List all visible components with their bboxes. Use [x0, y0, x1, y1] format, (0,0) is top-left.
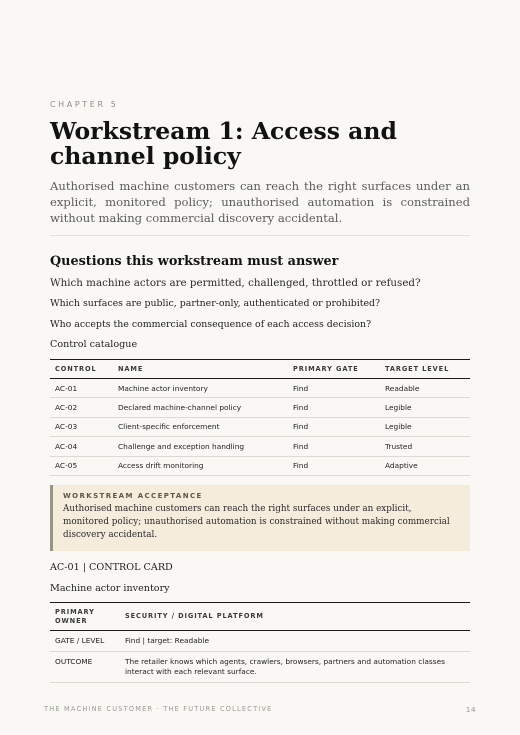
- table-cell: Access drift monitoring: [113, 456, 288, 475]
- table-cell: Find: [288, 379, 380, 398]
- acceptance-callout: [50, 485, 470, 551]
- table-header-row: [50, 603, 470, 631]
- page-number: 14: [465, 705, 476, 714]
- table-cell: AC-04: [50, 437, 113, 456]
- control-card-subtitle: Machine actor inventory: [50, 583, 170, 594]
- column-header: CONTROL: [50, 360, 113, 379]
- table-cell: Client-specific enforcement: [113, 417, 288, 436]
- lede-paragraph: Authorised machine customers can reach the right surfaces under an explicit, monitored policy; unauthorised automation is constrained without making commercial discovery accidental.: [50, 179, 470, 225]
- table-cell: Legible: [380, 417, 470, 436]
- table-cell: Challenge and exception handling: [113, 437, 288, 456]
- questions-heading: Questions this workstream must answer: [50, 254, 339, 269]
- table-row: [50, 437, 470, 456]
- table-cell: Find: [288, 437, 380, 456]
- table-cell: Readable: [380, 379, 470, 398]
- footer-text: THE MACHINE CUSTOMER · THE FUTURE COLLECTIVE: [44, 705, 273, 713]
- table-header-row: [50, 360, 470, 379]
- table-cell: Find: [288, 398, 380, 417]
- column-header: PRIMARY GATE: [288, 360, 380, 379]
- column-header: SECURITY / DIGITAL PLATFORM: [120, 603, 470, 631]
- table-cell: Legible: [380, 398, 470, 417]
- table-cell: The retailer knows which agents, crawlers, browsers, partners and automation classes interact with each relevant surface.: [120, 652, 470, 683]
- question-item: Which surfaces are public, partner-only, authenticated or prohibited?: [50, 298, 381, 309]
- table-cell: AC-02: [50, 398, 113, 417]
- table-row: [50, 417, 470, 436]
- table-cell: Adaptive: [380, 456, 470, 475]
- table-cell: AC-03: [50, 417, 113, 436]
- question-item: Which machine actors are permitted, challenged, throttled or refused?: [50, 277, 421, 289]
- acceptance-text: Authorised machine customers can reach the right surfaces under an explicit, monitored policy; unauthorised automation is constrained without making commercial discovery accidental.: [63, 504, 450, 540]
- control-card-heading: AC-01 | CONTROL CARD: [50, 562, 173, 573]
- chapter-label: CHAPTER 5: [50, 100, 119, 109]
- column-header: NAME: [113, 360, 288, 379]
- divider: [50, 235, 470, 236]
- catalogue-label: Control catalogue: [50, 339, 138, 350]
- control-catalogue-table: [50, 359, 470, 476]
- table-row: [50, 398, 470, 417]
- page-footer: [44, 705, 476, 713]
- page-title: Workstream 1: Access and channel policy: [50, 117, 397, 170]
- table-cell: Find: [288, 456, 380, 475]
- table-cell: AC-01: [50, 379, 113, 398]
- column-header: PRIMARY OWNER: [50, 603, 120, 631]
- table-cell: Find: [288, 417, 380, 436]
- table-row: [50, 456, 470, 475]
- acceptance-heading: WORKSTREAM ACCEPTANCE: [63, 492, 203, 500]
- table-cell: AC-05: [50, 456, 113, 475]
- table-cell: Trusted: [380, 437, 470, 456]
- table-cell: OUTCOME: [50, 652, 120, 683]
- table-row: [50, 652, 470, 683]
- control-card-table: [50, 602, 470, 683]
- question-item: Who accepts the commercial consequence of each access decision?: [50, 319, 372, 330]
- table-cell: GATE / LEVEL: [50, 631, 120, 652]
- table-row: [50, 631, 470, 652]
- column-header: TARGET LEVEL: [380, 360, 470, 379]
- table-cell: Declared machine-channel policy: [113, 398, 288, 417]
- table-row: [50, 379, 470, 398]
- table-cell: Machine actor inventory: [113, 379, 288, 398]
- table-cell: Find | target: Readable: [120, 631, 470, 652]
